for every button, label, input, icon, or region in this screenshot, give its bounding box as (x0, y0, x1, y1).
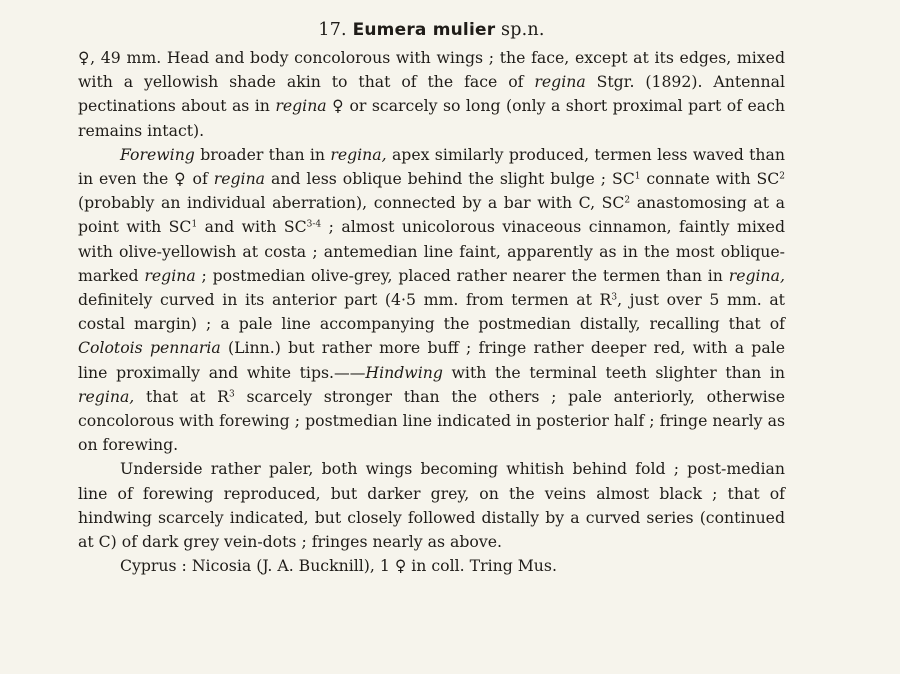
italic-run: regina (213, 169, 266, 189)
species-number: 17. (318, 20, 347, 40)
text-run: ♀, 49 mm. Head and body concolorous with wings ; the face, except at its edges, mixed with a yellowish shade akin to that of the face of (78, 48, 785, 92)
text-run: ; postmedian olive-grey, placed rather nearer the termen than in (195, 265, 729, 285)
superscript: 3 (229, 389, 235, 400)
italic-run: regina (275, 96, 327, 116)
text-run: apex similarly produced, termen less waved than in even the ♀ of (78, 144, 785, 189)
text-run: connate with SC (640, 169, 780, 189)
italic-run: regina, (330, 144, 387, 164)
italic-run: Hindwing (365, 362, 443, 382)
text-run: definitely curved in its anterior part (4·5 mm. from termen at R (78, 290, 612, 310)
text-run: with the terminal teeth slighter than in (442, 362, 785, 382)
text-run: Stgr. (1892). Antennal pectinations about as in (78, 72, 785, 116)
italic-run: Forewing (120, 144, 195, 164)
description-paragraph-wings (78, 143, 785, 458)
description-paragraph-female (78, 46, 785, 143)
text-run: ♀ or scarcely so long (only a short proximal part of each remains intact). (78, 96, 785, 140)
italic-run: Colotois pennaria (78, 338, 221, 358)
text-run: ; almost unicolorous vinaceous cinnamon, faintly mixed with olive-yellowish at costa ; antemedian line faint, apparently as in the most oblique-marked (78, 217, 786, 285)
text-run: and with SC (197, 217, 307, 237)
italic-run: regina, (728, 265, 785, 285)
species-heading (78, 18, 785, 42)
locality-label: Cyprus : (120, 556, 187, 576)
italic-run: regina (144, 265, 196, 285)
italic-run: regina, (78, 386, 135, 406)
document-page (78, 18, 785, 578)
superscript: 2 (624, 195, 631, 206)
text-run: anastomosing at a point with SC (78, 193, 785, 237)
description-paragraph-underside: Underside rather paler, both wings becoming whitish behind fold ; post-median line of forewing reproduced, but darker grey, on the veins almost black ; that of hindwing scarcely indicated, but closely followed distally by a curved series (continued at C) of dark grey vein-dots ; fringes nearly as above. (78, 459, 785, 552)
superscript: 3 (611, 292, 618, 303)
text-run: (Linn.) but rather more buff ; fringe rather deeper red, with a pale line proximally and white tips.—— (78, 338, 785, 382)
text-run: (probably an individual aberration), connected by a bar with C, SC (78, 193, 625, 213)
text-run: and less oblique behind the slight bulge ; SC (265, 169, 635, 189)
text-run: scarcely stronger than the others ; pale anteriorly, otherwise concolorous with forewing ; postmedian line indicated in posterior half ; fringe nearly as on forewing. (78, 386, 785, 455)
superscript: 1 (634, 171, 641, 182)
text-run: broader than in (194, 144, 331, 164)
species-suffix: sp.n. (501, 20, 545, 40)
locality-paragraph (78, 554, 785, 578)
superscript: 3-4 (306, 220, 322, 231)
superscript: 2 (779, 171, 785, 182)
superscript: 1 (191, 220, 198, 231)
locality-detail: Nicosia (J. A. Bucknill), 1 ♀ in coll. Tring Mus. (186, 556, 557, 576)
text-run: that at R (134, 386, 229, 406)
italic-run: regina (534, 72, 586, 92)
text-run: , just over 5 mm. at costal margin) ; a pale line accompanying the postmedian distally, recalling that of (78, 290, 785, 334)
species-name: Eumera mulier (352, 20, 496, 40)
